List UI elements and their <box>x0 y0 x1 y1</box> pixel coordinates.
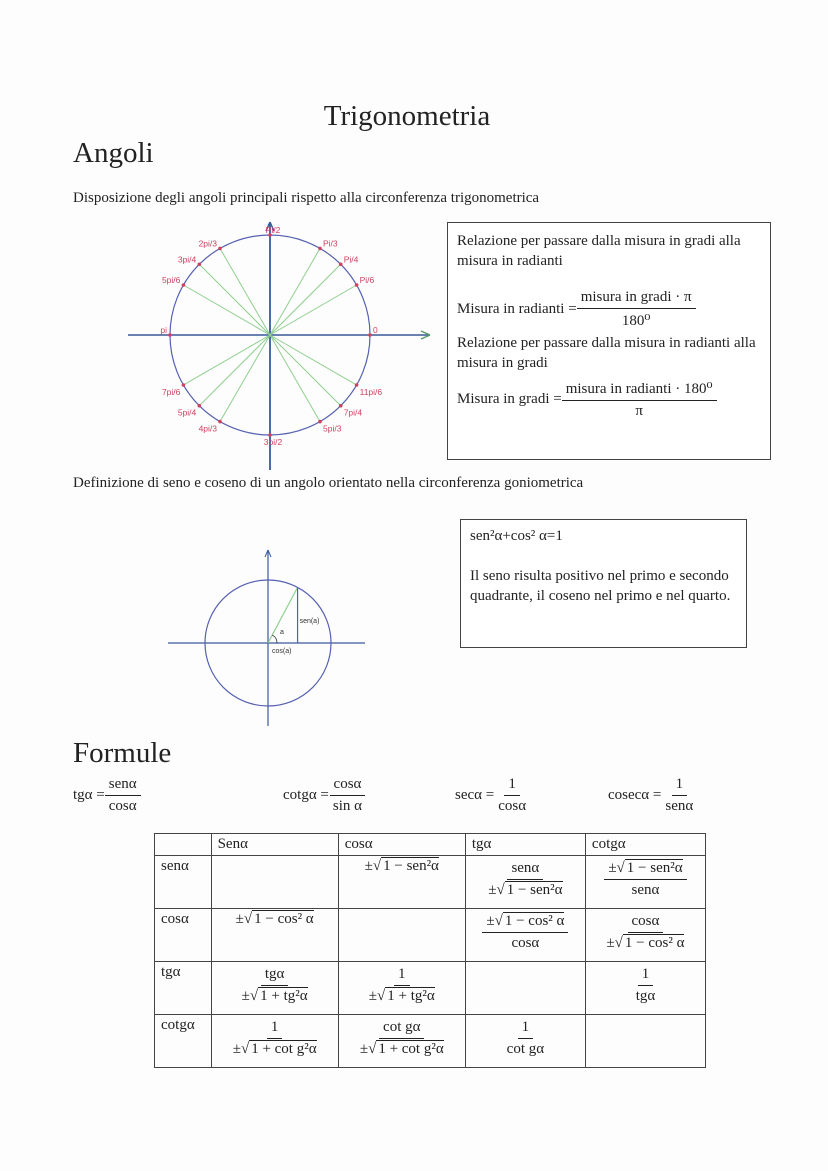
header-cell: cotgα <box>585 834 705 856</box>
angle-label: Pi/4 <box>343 254 359 265</box>
angle-point <box>339 404 343 408</box>
sqrt-icon: √ <box>616 860 625 876</box>
conversion-table <box>154 833 706 1068</box>
sqrt-icon: √ <box>377 988 386 1004</box>
cosine-label: cos(a) <box>272 648 292 655</box>
angle-spoke <box>270 335 341 406</box>
formula-lhs: secα = <box>455 786 495 803</box>
angle-spoke <box>220 335 270 422</box>
radicand: 1 − cos² α <box>254 911 314 927</box>
denominator <box>229 1039 321 1058</box>
radicand: 1 + cot g²α <box>378 1041 444 1057</box>
numerator <box>638 966 654 986</box>
header-cell <box>155 834 212 856</box>
angle-label: Pi/6 <box>359 275 375 285</box>
numerator: cosα <box>330 776 366 796</box>
root-expression <box>365 857 439 874</box>
table-cell <box>338 1015 465 1068</box>
angle-label: 3pi/4 <box>177 254 197 265</box>
numerator <box>507 860 543 880</box>
root-expression <box>236 910 314 927</box>
angle-point <box>197 262 201 266</box>
angle-label: Pi/2 <box>265 225 281 235</box>
denominator <box>484 880 566 899</box>
plus-minus: ± <box>606 935 615 951</box>
angle-arc <box>272 635 277 643</box>
expression: senα <box>511 860 540 876</box>
radicand: 1 − cos² α <box>504 913 565 929</box>
section-heading-formule: Formule <box>73 737 172 769</box>
sqrt-icon: √ <box>240 1041 250 1057</box>
table-row <box>155 1015 706 1068</box>
denominator <box>602 933 688 952</box>
formula <box>608 776 697 815</box>
row-label: cotgα <box>155 1015 212 1068</box>
plus-minus: ± <box>232 1041 241 1057</box>
sqrt-icon: √ <box>614 935 623 951</box>
plus-minus: ± <box>608 860 617 876</box>
fraction <box>238 966 312 1005</box>
header-cell: tgα <box>465 834 585 856</box>
table-cell <box>338 909 465 962</box>
fraction <box>484 860 566 899</box>
denominator <box>238 986 312 1005</box>
formula-lhs: Misura in radianti = <box>457 300 577 317</box>
root-expression <box>360 1040 444 1057</box>
relation-deg-to-rad: Relazione per passare dalla misura in gradi alla misura in radianti <box>457 233 741 269</box>
angle-label: 5pi/4 <box>177 407 197 418</box>
relation-rad-to-deg: Relazione per passare dalla misura in radianti alla misura in gradi <box>457 335 756 371</box>
angle-point <box>197 404 201 408</box>
root-expression <box>233 1040 317 1057</box>
plus-minus: ± <box>359 1041 369 1057</box>
angle-spoke <box>183 285 270 335</box>
denominator: sin α <box>332 798 363 814</box>
table-cell <box>585 856 705 909</box>
table-cell <box>465 962 585 1015</box>
expression: cot gα <box>506 1041 545 1057</box>
expression: senα <box>631 882 660 898</box>
sqrt-icon: √ <box>243 911 253 927</box>
fraction <box>229 1019 321 1058</box>
denominator <box>365 986 439 1005</box>
table-cell <box>211 1015 338 1068</box>
plus-minus: ± <box>364 858 373 874</box>
formula-degrees <box>457 379 717 420</box>
formula-radians <box>457 289 696 330</box>
fraction <box>632 966 660 1005</box>
fraction <box>105 776 141 815</box>
denominator: 180⁰ <box>621 313 651 329</box>
denominator <box>503 1039 548 1058</box>
fraction <box>365 966 439 1005</box>
root-expression <box>606 934 684 951</box>
formula-lhs: Misura in gradi = <box>457 390 562 407</box>
denominator: cosα <box>108 798 137 814</box>
table-cell <box>211 909 338 962</box>
angle-label: 5pi/3 <box>323 423 342 434</box>
root-expression <box>242 987 308 1004</box>
subtitle: Disposizione degli angoli principali rispetto alla circonferenza trigonometrica <box>73 190 540 206</box>
row-label: tgα <box>155 962 212 1015</box>
numerator: 1 <box>672 776 688 796</box>
sqrt-icon: √ <box>249 988 259 1004</box>
numerator <box>394 966 410 986</box>
section-heading-angoli: Angoli <box>73 137 154 169</box>
denominator <box>356 1039 448 1058</box>
sqrt-icon: √ <box>368 1041 377 1057</box>
expression: cot gα <box>383 1019 421 1035</box>
definition-line: Definizione di seno e coseno di un angolo orientato nella circonferenza goniometrica <box>73 475 584 491</box>
denominator: π <box>635 403 643 419</box>
angle-label: a <box>280 629 284 636</box>
angle-spoke <box>270 335 320 422</box>
angle-spoke <box>270 285 357 335</box>
angle-label: 7pi/4 <box>343 407 363 418</box>
radicand: 1 + tg²α <box>260 988 308 1004</box>
numerator: 1 <box>504 776 520 796</box>
formula-lhs: cotgα = <box>283 786 329 803</box>
angle-spoke <box>199 264 270 335</box>
formula <box>455 776 530 815</box>
radicand: 1 − cos² α <box>624 935 685 951</box>
radicand: 1 + cot g²α <box>251 1041 317 1057</box>
sign-note: Il seno risulta positivo nel primo e secondo quadrante, il coseno nel primo e nel quarto. <box>470 568 731 604</box>
table-cell <box>465 1015 585 1068</box>
fraction <box>494 776 530 815</box>
plus-minus: ± <box>241 988 250 1004</box>
sqrt-icon: √ <box>372 858 382 874</box>
table-row <box>155 856 706 909</box>
root-expression <box>488 881 562 898</box>
fraction <box>356 1019 448 1058</box>
denominator <box>628 880 664 899</box>
header-cell: Senα <box>211 834 338 856</box>
angle-label: 11pi/6 <box>359 387 383 397</box>
angle-spoke <box>270 248 320 335</box>
expression: 1 <box>641 966 650 982</box>
angle-point <box>168 333 172 337</box>
fraction <box>329 776 366 815</box>
angle-label: 4pi/3 <box>198 423 217 434</box>
numerator <box>518 1019 534 1039</box>
table-cell <box>465 909 585 962</box>
identity-box <box>460 519 747 648</box>
sine-label: sen(a) <box>299 618 320 625</box>
plus-minus: ± <box>235 911 244 927</box>
expression: tgα <box>264 966 285 982</box>
numerator: misura in gradi · π <box>577 289 696 309</box>
angle-label: 3pi/2 <box>263 437 283 447</box>
formula <box>283 776 366 815</box>
table-header-row <box>155 834 706 856</box>
numerator <box>267 1019 283 1039</box>
angle-label: 2pi/3 <box>198 238 217 249</box>
radicand: 1 + tg²α <box>387 988 435 1004</box>
row-label: cosα <box>155 909 212 962</box>
radicand: 1 − sen²α <box>383 858 439 874</box>
angle-point <box>318 420 322 424</box>
fraction <box>503 1019 548 1058</box>
plus-minus: ± <box>368 988 378 1004</box>
angle-point <box>355 383 359 387</box>
angle-label: 5pi/6 <box>161 275 181 285</box>
numerator <box>482 913 568 933</box>
fraction <box>602 913 688 952</box>
expression: 1 <box>270 1019 279 1035</box>
expression: 1 <box>521 1019 530 1035</box>
table-cell <box>465 856 585 909</box>
denominator: cosα <box>498 798 527 814</box>
row-label: senα <box>155 856 212 909</box>
denominator: senα <box>665 798 694 814</box>
formula <box>73 776 141 815</box>
numerator <box>628 913 664 933</box>
angle-spoke <box>270 335 357 385</box>
angle-label: 0 <box>373 325 378 335</box>
expression: 1 <box>398 966 406 982</box>
root-expression <box>486 912 564 929</box>
formula-lhs: cosecα = <box>608 786 662 803</box>
angle-point <box>182 383 186 387</box>
pythagorean-identity: sen²α+cos² α=1 <box>470 528 563 544</box>
expression: tgα <box>635 988 656 1004</box>
page-title: Trigonometria <box>323 100 491 132</box>
fraction <box>604 860 686 899</box>
angle-spoke <box>199 335 270 406</box>
denominator <box>632 986 660 1005</box>
angle-label: Pi/3 <box>323 238 338 249</box>
numerator <box>379 1019 424 1039</box>
angle-spoke <box>270 264 341 335</box>
angle-point <box>218 420 222 424</box>
fraction <box>482 913 568 952</box>
table-cell <box>585 1015 705 1068</box>
root-expression <box>369 987 435 1004</box>
table-cell <box>211 962 338 1015</box>
sqrt-icon: √ <box>496 882 505 898</box>
numerator <box>261 966 289 986</box>
sqrt-icon: √ <box>494 913 503 929</box>
angle-point <box>355 283 359 287</box>
radicand: 1 − sen²α <box>626 860 683 876</box>
numerator: misura in radianti · 180⁰ <box>562 379 717 401</box>
table-cell <box>585 909 705 962</box>
angle-label: 7pi/6 <box>161 387 181 397</box>
angle-point <box>182 283 186 287</box>
conversion-box <box>447 222 771 460</box>
table-cell <box>585 962 705 1015</box>
numerator: senα <box>105 776 141 796</box>
angle-point <box>318 247 322 251</box>
angle-spoke <box>220 248 270 335</box>
angle-point <box>218 247 222 251</box>
denominator <box>507 933 543 952</box>
table-cell <box>211 856 338 909</box>
formula-lhs: tgα = <box>73 786 105 803</box>
header-cell: cosα <box>338 834 465 856</box>
plus-minus: ± <box>486 913 495 929</box>
angle-point <box>339 262 343 266</box>
angle-spoke <box>183 335 270 385</box>
expression: cosα <box>631 913 660 929</box>
fraction <box>661 776 697 815</box>
table-row <box>155 962 706 1015</box>
expression: cosα <box>511 935 540 951</box>
table-cell <box>338 962 465 1015</box>
plus-minus: ± <box>488 882 497 898</box>
angle-label: pi <box>160 325 167 335</box>
radicand: 1 − sen²α <box>506 882 563 898</box>
numerator <box>604 860 686 880</box>
table-row <box>155 909 706 962</box>
table-cell <box>338 856 465 909</box>
root-expression <box>608 859 682 876</box>
angle-point <box>368 333 372 337</box>
angles-circle <box>128 222 430 470</box>
